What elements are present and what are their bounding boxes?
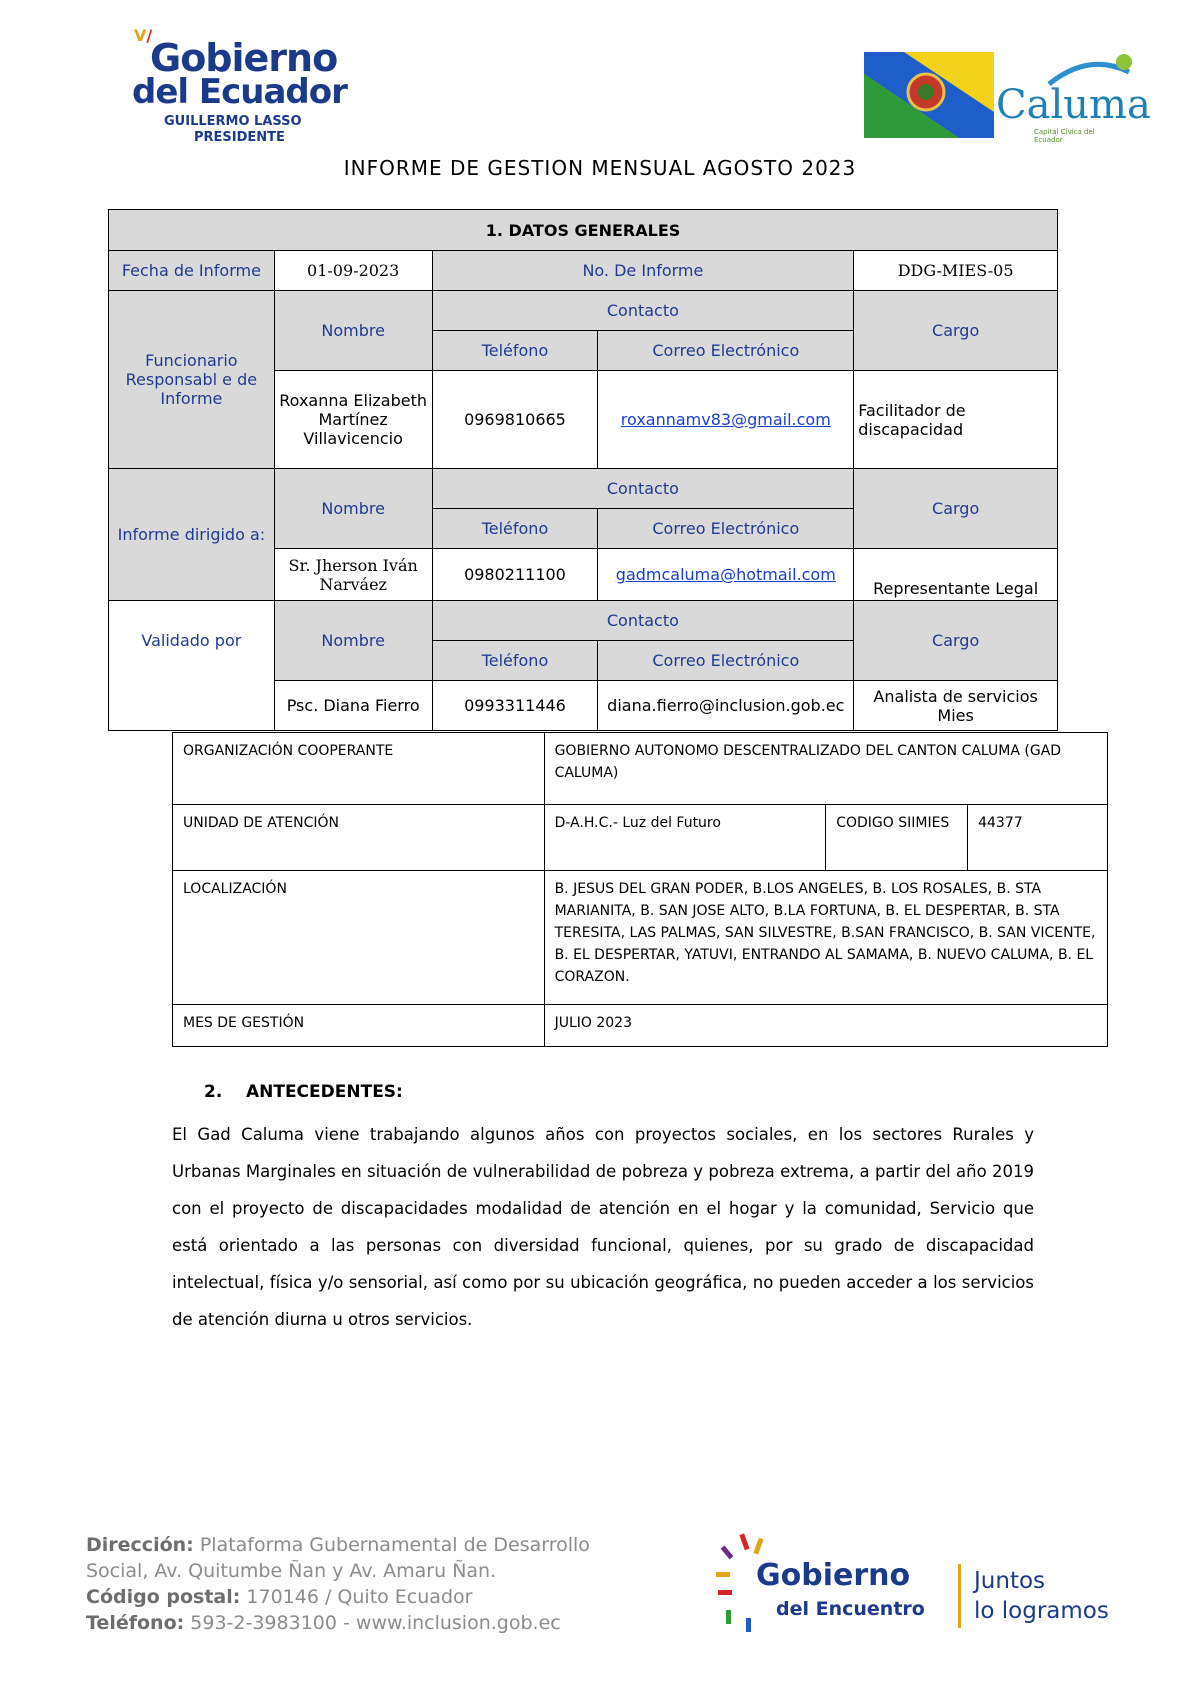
cp-label: Código postal: — [86, 1586, 241, 1608]
no-informe-value: DDG-MIES-05 — [854, 251, 1058, 291]
direccion-label: Dirección: — [86, 1534, 194, 1556]
logo-text: Gobierno — [150, 36, 338, 80]
telefono-value: 593-2-3983100 - www.inclusion.gob.ec — [190, 1612, 561, 1634]
validado-telefono: 0993311446 — [432, 681, 598, 731]
telefono-header: Teléfono — [432, 509, 598, 549]
dirigido-nombre: Sr. Jherson Iván Narváez — [274, 549, 432, 601]
funcionario-label: Funcionario Responsabl e de Informe — [109, 291, 275, 469]
logo-text: GUILLERMO LASSO — [164, 114, 302, 129]
dirigido-email-link[interactable]: gadmcaluma@hotmail.com — [615, 565, 836, 584]
nombre-header: Nombre — [274, 291, 432, 371]
encuentro-line1: Gobierno — [756, 1558, 911, 1593]
funcionario-email-cell — [598, 371, 854, 469]
nombre-header: Nombre — [274, 601, 432, 681]
gobierno-encuentro-logo — [712, 1530, 1132, 1640]
telefono-header: Teléfono — [432, 331, 598, 371]
contacto-header: Contacto — [432, 291, 854, 331]
validado-email: diana.fierro@inclusion.gob.ec — [598, 681, 854, 731]
dirigido-telefono: 0980211100 — [432, 549, 598, 601]
datos-generales-table — [108, 209, 1058, 731]
footer-divider — [958, 1564, 961, 1628]
footer-address — [86, 1532, 646, 1636]
codigo-label: CODIGO SIIMIES — [826, 805, 968, 871]
mes-value: JULIO 2023 — [544, 1005, 1107, 1047]
unidad-label: UNIDAD DE ATENCIÓN — [173, 805, 545, 871]
validado-label: Validado por — [109, 601, 275, 731]
correo-header: Correo Electrónico — [598, 509, 854, 549]
funcionario-nombre: Roxanna Elizabeth Martínez Villavicencio — [274, 371, 432, 469]
fecha-label: Fecha de Informe — [109, 251, 275, 291]
slogan: Juntos lo logramos — [974, 1568, 1109, 1624]
dirigido-cargo: Representante Legal — [854, 549, 1058, 601]
no-informe-label: No. De Informe — [432, 251, 854, 291]
dirigido-label: Informe dirigido a: — [109, 469, 275, 601]
section-title: 1. DATOS GENERALES — [109, 210, 1058, 251]
fecha-value: 01-09-2023 — [274, 251, 432, 291]
direccion-value: Plataforma Gubernamental de Desarrollo Social, Av. Quitumbe Ñan y Av. Amaru Ñan. — [86, 1534, 590, 1582]
gobierno-ecuador-logo — [132, 22, 362, 145]
correo-header: Correo Electrónico — [598, 331, 854, 371]
dirigido-email-cell — [598, 549, 854, 601]
caluma-subtitle: Capital Cívica del Ecuador — [1034, 128, 1095, 144]
telefono-header: Teléfono — [432, 641, 598, 681]
cargo-header: Cargo — [854, 469, 1058, 549]
logo-marks-icon: V/ — [134, 26, 153, 45]
contacto-header: Contacto — [432, 469, 854, 509]
logo-text: del Ecuador — [132, 72, 347, 112]
cargo-header: Cargo — [854, 291, 1058, 371]
mes-label: MES DE GESTIÓN — [173, 1005, 545, 1047]
cp-value: 170146 / Quito Ecuador — [246, 1586, 473, 1608]
cargo-header: Cargo — [854, 601, 1058, 681]
validado-cargo: Analista de servicios Mies — [854, 681, 1058, 731]
funcionario-cargo: Facilitador de discapacidad — [854, 371, 1058, 469]
coop-label: ORGANIZACIÓN COOPERANTE — [173, 733, 545, 805]
organizacion-table — [172, 732, 1108, 1047]
coop-value: GOBIERNO AUTONOMO DESCENTRALIZADO DEL CANTON CALUMA (GAD CALUMA) — [544, 733, 1107, 805]
logo-text: PRESIDENTE — [194, 130, 285, 145]
antecedentes-text: El Gad Caluma viene trabajando algunos años con proyectos sociales, en los sectores Rurales y Urbanas Marginales en situación de vulnerabilidad de pobreza y pobreza extrema, a partir del año 2019 con el proyecto de discapacidades modalidad de atención en el hogar y la comunidad, Servicio que está orientado a las personas con diversidad funcional, quienes, por su grado de discapacidad intelectual, física y/o sensorial, así como por su ubicación geográfica, no pueden acceder a los servicios de atención diurna u otros servicios. — [172, 1125, 1034, 1329]
nombre-header: Nombre — [274, 469, 432, 549]
caluma-logo — [864, 52, 1151, 144]
contacto-header: Contacto — [432, 601, 854, 641]
funcionario-email-link[interactable]: roxannamv83@gmail.com — [620, 410, 831, 429]
encuentro-line2: del Encuentro — [776, 1598, 925, 1620]
caluma-wordmark: Caluma — [996, 82, 1151, 128]
correo-header: Correo Electrónico — [598, 641, 854, 681]
localizacion-value: B. JESUS DEL GRAN PODER, B.LOS ANGELES, B. LOS ROSALES, B. STA MARIANITA, B. SAN JOSE ALTO, B.LA FORTUNA, B. EL DESPERTAR, B. STA TERESITA, LAS PALMAS, SAN SILVESTRE, B.SAN FRANCISCO, B. SAN VICENTE, B. EL DESPERTAR, YATUVI, ENTRANDO AL SAMAMA, B. NUEVO CALUMA, B. EL CORAZON. — [544, 871, 1107, 1005]
caluma-flag-icon — [864, 52, 994, 138]
funcionario-telefono: 0969810665 — [432, 371, 598, 469]
localizacion-label: LOCALIZACIÓN — [173, 871, 545, 1005]
page-title: INFORME DE GESTION MENSUAL AGOSTO 2023 — [343, 156, 857, 180]
antecedentes-heading: 2. ANTECEDENTES: — [204, 1082, 403, 1102]
validado-nombre: Psc. Diana Fierro — [274, 681, 432, 731]
codigo-value: 44377 — [968, 805, 1108, 871]
telefono-label: Teléfono: — [86, 1612, 185, 1634]
unidad-value: D-A.H.C.- Luz del Futuro — [544, 805, 826, 871]
